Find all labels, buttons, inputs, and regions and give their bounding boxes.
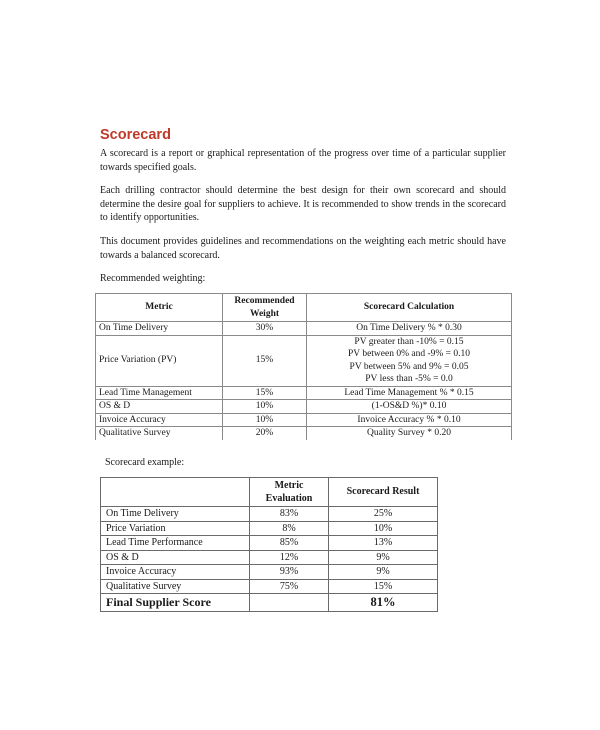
example-result-cell: 9% [329, 550, 438, 565]
calculation-cell [307, 400, 512, 414]
example-metric-cell: Qualitative Survey [101, 579, 250, 594]
example-header-evaluation: Metric Evaluation [250, 478, 329, 507]
example-evaluation-cell: 75% [250, 579, 329, 594]
example-result-cell: 25% [329, 507, 438, 522]
table-row [96, 322, 512, 336]
example-metric-cell: On Time Delivery [101, 507, 250, 522]
calculation-line: (1-OS&D %)* 0.10 [371, 401, 447, 411]
intro-paragraph: A scorecard is a report or graphical representation of the progress over time of a particular supplier towards specified goals. [100, 148, 506, 173]
calculation-cell [307, 427, 512, 440]
example-result-cell: 13% [329, 536, 438, 551]
example-header-row [101, 478, 438, 507]
example-evaluation-cell: 93% [250, 565, 329, 580]
weight-cell: 15% [223, 386, 307, 400]
example-evaluation-cell: 12% [250, 550, 329, 565]
calculation-line: Invoice Accuracy % * 0.10 [357, 414, 461, 425]
example-result-cell: 9% [329, 565, 438, 580]
final-score-evaluation [250, 594, 329, 612]
table-row [96, 400, 512, 414]
weight-cell: 15% [223, 335, 307, 386]
weight-cell: 20% [223, 427, 307, 440]
table-row [96, 386, 512, 400]
example-metric-cell: Price Variation [101, 521, 250, 536]
final-score-row [101, 594, 438, 612]
calculation-cell [307, 335, 512, 386]
example-result-cell: 15% [329, 579, 438, 594]
metric-cell: Lead Time Management [96, 386, 223, 400]
example-result-cell: 10% [329, 521, 438, 536]
guidelines-paragraph: This document provides guidelines and recommendations on the weighting each metric should have towards a balanced scorecard. [100, 236, 506, 261]
example-metric-cell: Lead Time Performance [101, 536, 250, 551]
page-title: Scorecard [100, 127, 171, 143]
table-row [96, 335, 512, 386]
metric-cell: Qualitative Survey [96, 427, 223, 440]
header-metric: Metric [96, 294, 223, 322]
calculation-line: PV between 5% and 9% = 0.05 [349, 361, 469, 372]
weighting-table-body [96, 322, 512, 440]
calculation-cell [307, 413, 512, 427]
calculation-cell [307, 386, 512, 400]
final-score-result: 81% [329, 594, 438, 612]
metric-cell: Price Variation (PV) [96, 335, 223, 386]
calculation-line: Quality Survey * 0.20 [367, 428, 451, 438]
metric-cell: On Time Delivery [96, 322, 223, 336]
example-metric-cell: OS & D [101, 550, 250, 565]
table-row [101, 507, 438, 522]
calculation-line: On Time Delivery % * 0.30 [356, 323, 462, 333]
table-row [96, 427, 512, 440]
example-header-blank [101, 478, 250, 507]
example-label: Scorecard example: [105, 457, 185, 468]
example-metric-cell: Invoice Accuracy [101, 565, 250, 580]
example-table-body [101, 507, 438, 612]
example-table [100, 477, 438, 612]
calculation-line: PV greater than -10% = 0.15 [354, 336, 464, 347]
example-evaluation-cell: 83% [250, 507, 329, 522]
table-row [101, 579, 438, 594]
header-calculation: Scorecard Calculation [307, 294, 512, 322]
weight-cell: 30% [223, 322, 307, 336]
weighting-table [95, 293, 512, 440]
table-row [101, 521, 438, 536]
metric-cell: Invoice Accuracy [96, 413, 223, 427]
table-row [101, 536, 438, 551]
calculation-line: PV less than -5% = 0.0 [365, 374, 453, 384]
weight-cell: 10% [223, 400, 307, 414]
table-row [101, 550, 438, 565]
weighting-label: Recommended weighting: [100, 273, 206, 284]
calculation-line: Lead Time Management % * 0.15 [344, 387, 474, 398]
calculation-line: PV between 0% and -9% = 0.10 [347, 349, 471, 359]
metric-cell: OS & D [96, 400, 223, 414]
calculation-cell [307, 322, 512, 336]
table-row [101, 565, 438, 580]
example-header-result: Scorecard Result [329, 478, 438, 507]
example-evaluation-cell: 85% [250, 536, 329, 551]
weight-cell: 10% [223, 413, 307, 427]
header-weight: Recommended Weight [223, 294, 307, 322]
example-evaluation-cell: 8% [250, 521, 329, 536]
design-paragraph: Each drilling contractor should determine the best design for their own scorecard and should determine the desire goal for suppliers to achieve. It is recommended to show trends in the scorecard to identify opportunities. [100, 185, 506, 223]
table-row [96, 413, 512, 427]
final-score-label: Final Supplier Score [101, 594, 250, 612]
weighting-header-row [96, 294, 512, 322]
